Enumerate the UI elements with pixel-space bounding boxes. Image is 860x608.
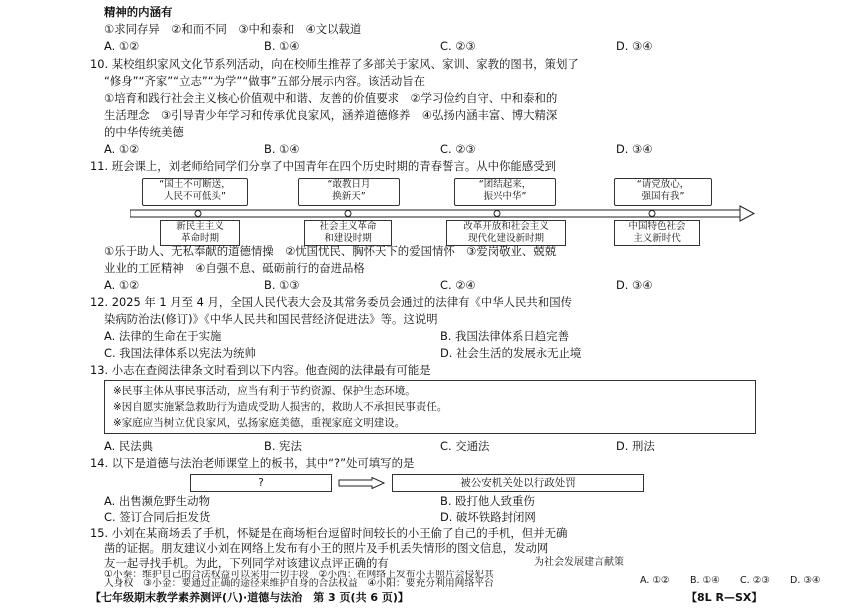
- quote-1-line-1: “国土不可断送，: [159, 179, 231, 190]
- q9-option-a: A. ①②: [104, 39, 140, 53]
- q9-option-b: B. ①④: [264, 39, 300, 53]
- law-excerpt-3: ※家庭应当树立优良家风，弘扬家庭美德，重视家庭文明建设。: [113, 417, 406, 429]
- q11-items-1: ①乐于助人、无私奉献的道德情操 ②忧国忧民、胸怀天下的爱国情怀 ③爱岗敬业、兢兢: [104, 244, 557, 258]
- q15-items-2: 人身权 ③小金：要通过正确的途径来维护自身的合法权益 ④小阳：要充分利用网络平台: [104, 578, 494, 588]
- q11-option-c: C. ②④: [440, 278, 476, 292]
- q14-option-a: A. 出售濒危野生动物: [104, 494, 210, 508]
- q15-items-3: 为社会发展建言献策: [534, 557, 624, 568]
- q12-option-c: C. 我国法律体系以宪法为统帅: [104, 346, 256, 360]
- period-1-line-2: 革命时期: [180, 233, 219, 244]
- timeline-arrow-head: [740, 206, 754, 221]
- q15-items-compact: [104, 570, 784, 588]
- period-3-line-2: 现代化建设新时期: [467, 233, 544, 244]
- q9-option-c: C. ②③: [440, 39, 476, 53]
- timeline-node-3: [494, 211, 500, 217]
- quote-3-line-2: 振兴中华”: [483, 191, 527, 202]
- footer-left: 【七年级期末教学素养测评(八)·道德与法治 第 3 页(共 6 页)】: [90, 591, 409, 604]
- q14-option-b: B. 殴打他人致重伤: [440, 494, 535, 508]
- q13-option-b: B. 宪法: [264, 439, 302, 453]
- q15-stem-2: 凿的证据。朋友建议小刘在网络上发布有小王的照片及手机丢失情形的图文信息，发动网: [104, 541, 549, 555]
- q13-option-c: C. 交通法: [440, 439, 490, 453]
- q12-option-b: B. 我国法律体系日趋完善: [440, 329, 569, 343]
- q10-items-1: ①培育和践行社会主义核心价值观中和谐、友善的价值要求 ②学习俭约自守、中和泰和的: [104, 91, 558, 105]
- q11-option-a: A. ①②: [104, 278, 140, 292]
- q15-items-1: ①小秦：维护自己的合法权益可以采用一切手段 ②小西：在网络上发布小王照片会侵犯其: [104, 570, 494, 580]
- q10-items-3: 的中华传统美德: [104, 125, 184, 139]
- q10-option-a: A. ①②: [104, 142, 140, 156]
- timeline-node-1: [195, 211, 201, 217]
- quote-3-line-1: “团结起来，: [478, 179, 532, 190]
- period-4: [614, 220, 700, 246]
- q10-option-d: D. ③④: [616, 142, 653, 156]
- q10-stem-2: “修身”“齐家”“立志”“为学”“做事”五部分展示内容。该活动旨在: [104, 74, 425, 88]
- board-right-box: 被公安机关处以行政处罚: [392, 474, 644, 492]
- board-left-box: ?: [190, 474, 332, 492]
- q9-line-tail: 精神的内涵有: [104, 5, 173, 19]
- q13-option-a: A. 民法典: [104, 439, 154, 453]
- period-4-line-2: 主义新时代: [633, 233, 681, 244]
- q14-stem: 14. 以下是道德与法治老师课堂上的板书，其中“?”处可填写的是: [90, 456, 415, 470]
- q12-stem-1: 12. 2025 年 1 月至 4 月，全国人民代表大会及其常务委员会通过的法律有《中华人民共和国传: [90, 295, 572, 309]
- q13-stem: 13. 小志在查阅法律条文时看到以下内容。他查阅的法律最有可能是: [90, 363, 431, 377]
- q13-option-d: D. 刑法: [616, 439, 655, 453]
- q15-option-a: A. ①②: [640, 575, 670, 586]
- board-arrow-icon: [338, 477, 386, 489]
- period-2-line-1: 社会主义革命: [319, 221, 377, 232]
- q12-option-a: A. 法律的生命在于实施: [104, 329, 222, 343]
- law-excerpt-2: ※因自愿实施紧急救助行为造成受助人损害的，救助人不承担民事责任。: [113, 401, 448, 413]
- q11-option-b: B. ①③: [264, 278, 300, 292]
- quote-banner-4: [614, 178, 712, 206]
- quote-2-line-1: “敢教日月: [327, 179, 371, 190]
- period-4-line-1: 中国特色社会: [628, 221, 686, 232]
- q10-option-b: B. ①④: [264, 142, 300, 156]
- q15-option-c: C. ②③: [740, 575, 770, 586]
- q15-stem-3: 友一起寻找手机。为此，下列同学对该建议点评正确的有: [104, 556, 389, 570]
- q12-option-d: D. 社会生活的发展永无止境: [440, 346, 582, 360]
- q10-stem-1: 10. 某校组织家风文化节系列活动，向在校师生推荐了多部关于家风、家训、家教的图书，策划了: [90, 57, 579, 71]
- footer-right: 【8L R—SX】: [686, 591, 763, 604]
- q15-option-d: D. ③④: [790, 575, 821, 586]
- q11-items-2: 业业的工匠精神 ④自强不息、砥砺前行的奋进品格: [104, 261, 365, 275]
- q14-option-c: C. 签订合同后拒发货: [104, 510, 211, 524]
- q9-items: ①求同存异 ②和而不同 ③中和泰和 ④文以载道: [104, 22, 362, 36]
- q10-items-2: 生活理念 ③引导青少年学习和传承优良家风，涵养道德修养 ④弘扬内涵丰富、博大精深: [104, 108, 558, 122]
- law-excerpt-box: [104, 380, 756, 434]
- q14-option-d: D. 破坏铁路封闭网: [440, 510, 536, 524]
- q9-option-d: D. ③④: [616, 39, 653, 53]
- quote-2-line-2: 换新天”: [332, 191, 366, 202]
- q12-stem-2: 染病防治法(修订)》《中华人民共和国民营经济促进法》等。这说明: [104, 312, 438, 326]
- timeline-node-4: [649, 211, 655, 217]
- q11-stem: 11. 班会课上，刘老师给同学们分享了中国青年在四个历史时期的青春誓言。从中你能感受到: [90, 159, 556, 173]
- timeline-node-2: [345, 211, 351, 217]
- period-3-line-1: 改革开放和社会主义: [463, 221, 549, 232]
- q10-option-c: C. ②③: [440, 142, 476, 156]
- quote-1-line-2: 人民不可低头”: [164, 191, 226, 202]
- q15-stem-1: 15. 小刘在某商场丢了手机，怀疑是在商场柜台逗留时间较长的小王偷了自己的手机，但并无确: [90, 526, 568, 540]
- quote-banner-1: [142, 178, 248, 206]
- period-2-line-2: 和建设时期: [324, 233, 372, 244]
- q11-option-d: D. ③④: [616, 278, 653, 292]
- quote-banner-2: [298, 178, 400, 206]
- quote-banner-3: [454, 178, 556, 206]
- law-excerpt-1: ※民事主体从事民事活动，应当有利于节约资源、保护生态环境。: [113, 385, 416, 397]
- quote-4-line-2: 强国有我”: [641, 191, 685, 202]
- period-1-line-1: 新民主主义: [176, 221, 224, 232]
- q15-option-b: B. ①④: [690, 575, 720, 586]
- quote-4-line-1: “请党放心，: [636, 179, 690, 190]
